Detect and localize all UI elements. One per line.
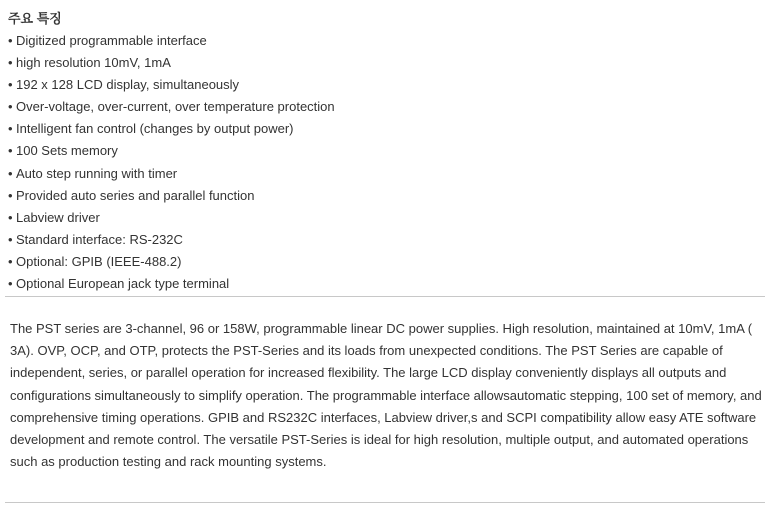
feature-item bbox=[8, 74, 765, 96]
bullet-icon: • bbox=[8, 231, 13, 247]
feature-item bbox=[8, 185, 765, 207]
feature-text: Auto step running with timer bbox=[16, 165, 178, 181]
feature-text: 192 x 128 LCD display, simultaneously bbox=[16, 77, 240, 93]
feature-item bbox=[8, 140, 765, 162]
features-title: 주요 특징 bbox=[8, 11, 62, 26]
feature-item bbox=[8, 52, 765, 74]
feature-item bbox=[8, 229, 765, 251]
bullet-icon: • bbox=[8, 99, 13, 115]
feature-text: Intelligent fan control (changes by output power) bbox=[16, 121, 294, 137]
product-description: The PST series are 3-channel, 96 or 158W, programmable linear DC power supplies. High resolution, maintained at 10mV, 1mA ( 3A). OVP, OCP, and OTP, protects the PST-Series and its loads from unexpected conditions. The PST Series are capable of independent, series, or parallel operation for increased flexibility. The large LCD display conveniently displays all outputs and configurations simultaneously to simplify operation. The programmable interface allowsautomatic stepping, 100 set of memory, and comprehensive timing operations. GPIB and RS232C interfaces, Labview driver,s and SCPI compatibility allow easy ATE software development and remote control. The versatile PST-Series is ideal for high resolution, multiple output, and automated operations such as production testing and rack mounting systems. bbox=[10, 321, 762, 470]
bottom-divider bbox=[5, 502, 765, 503]
feature-list bbox=[8, 30, 765, 295]
feature-item bbox=[8, 273, 765, 295]
feature-text: Digitized programmable interface bbox=[16, 33, 207, 48]
feature-text: Standard interface: RS-232C bbox=[16, 231, 183, 247]
feature-item bbox=[8, 163, 765, 185]
features-section bbox=[8, 8, 765, 295]
feature-item bbox=[8, 207, 765, 229]
feature-text: Provided auto series and parallel function bbox=[16, 187, 255, 203]
feature-text: Labview driver bbox=[16, 209, 100, 225]
feature-text: high resolution 10mV, 1mA bbox=[16, 55, 171, 71]
bullet-icon: • bbox=[8, 187, 13, 203]
bullet-icon: • bbox=[8, 121, 13, 137]
feature-item bbox=[8, 118, 765, 140]
bullet-icon: • bbox=[8, 33, 13, 48]
bullet-icon: • bbox=[8, 209, 13, 225]
section-divider bbox=[5, 296, 765, 297]
bullet-icon: • bbox=[8, 253, 13, 269]
feature-item bbox=[8, 96, 765, 118]
feature-item bbox=[8, 251, 765, 273]
feature-text: 100 Sets memory bbox=[16, 143, 118, 159]
bullet-icon: • bbox=[8, 143, 13, 159]
bullet-icon: • bbox=[8, 55, 13, 71]
feature-text: Optional European jack type terminal bbox=[16, 276, 230, 292]
feature-item bbox=[8, 30, 765, 52]
bullet-icon: • bbox=[8, 165, 13, 181]
bullet-icon: • bbox=[8, 276, 13, 292]
bullet-icon: • bbox=[8, 77, 13, 93]
feature-text: Over-voltage, over-current, over temperature protection bbox=[16, 99, 335, 115]
feature-text: Optional: GPIB (IEEE-488.2) bbox=[16, 253, 182, 269]
